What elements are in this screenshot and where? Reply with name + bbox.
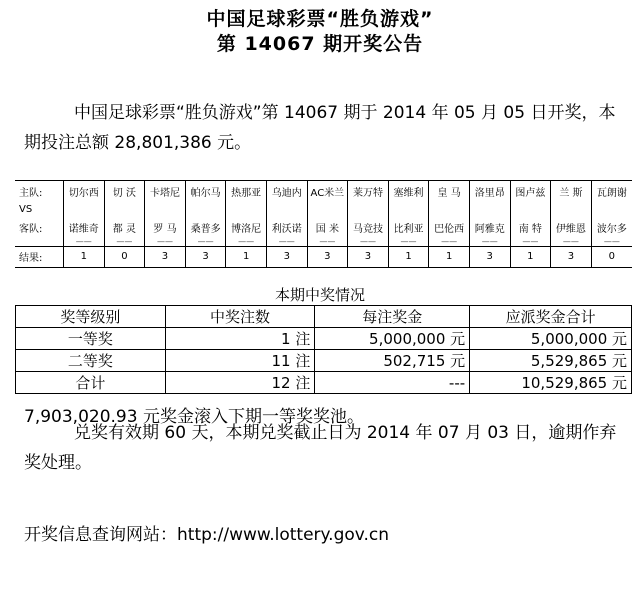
match-result: 3 <box>307 246 348 267</box>
cell-level: 二等奖 <box>16 350 166 372</box>
dash-line: —— <box>551 238 592 247</box>
match-result: 1 <box>429 246 470 267</box>
match-result: 3 <box>348 246 389 267</box>
away-label: 客队: <box>19 224 43 236</box>
home-team: 洛里昂 <box>469 181 510 201</box>
away-team: 利沃诺 <box>266 217 307 237</box>
vs-marker <box>429 201 470 217</box>
issue-title: 第 14067 期开奖公告 <box>216 33 424 55</box>
match-result: 1 <box>388 246 429 267</box>
cell-level: 一等奖 <box>16 328 166 350</box>
header-per-bet: 每注奖金 <box>315 306 470 328</box>
vs-marker <box>185 201 226 217</box>
away-team: 阿雅克 <box>469 217 510 237</box>
match-result: 1 <box>510 246 551 267</box>
dash-line: —— <box>429 238 470 247</box>
vs-marker <box>307 201 348 217</box>
dash-line: —— <box>185 238 226 247</box>
dash-line: —— <box>591 238 632 247</box>
prize-table <box>15 305 632 394</box>
away-team: 博洛尼 <box>226 217 267 237</box>
home-team: 卡塔尼 <box>145 181 186 201</box>
dash-line: —— <box>64 238 105 247</box>
home-team: 热那亚 <box>226 181 267 201</box>
intro-paragraph: 中国足球彩票“胜负游戏”第 14067 期于 2014 年 05 月 05 日开奖，本期投注总额 28,801,386 元。 <box>24 103 616 153</box>
dash-line: —— <box>104 238 145 247</box>
cell-count: 12 注 <box>165 372 315 394</box>
vs-marker <box>591 201 632 217</box>
prize-header-row <box>16 306 632 328</box>
cell-level: 合计 <box>16 372 166 394</box>
home-team: 切尔西 <box>64 181 105 201</box>
home-team: 皇 马 <box>429 181 470 201</box>
dash-line: —— <box>145 238 186 247</box>
vs-marker <box>551 201 592 217</box>
cell-per-bet: --- <box>315 372 470 394</box>
match-result: 3 <box>266 246 307 267</box>
home-team: 莱万特 <box>348 181 389 201</box>
announcement-title: 中国足球彩票“胜负游戏” <box>206 8 434 30</box>
vs-marker <box>145 201 186 217</box>
cell-per-bet: 502,715 元 <box>315 350 470 372</box>
website-info: 开奖信息查询网站：http://www.lottery.gov.cn <box>24 525 390 545</box>
away-team: 马竞技 <box>348 217 389 237</box>
dash-line: —— <box>266 238 307 247</box>
cell-per-bet: 5,000,000 元 <box>315 328 470 350</box>
cell-total: 5,000,000 元 <box>470 328 632 350</box>
match-result: 3 <box>469 246 510 267</box>
match-result: 3 <box>185 246 226 267</box>
home-team: 切 沃 <box>104 181 145 201</box>
home-team: 瓦朗谢 <box>591 181 632 201</box>
match-result: 0 <box>104 246 145 267</box>
validity-note: 兑奖有效期 60 天，本期兑奖截止日为 2014 年 07 月 03 日，逾期作弃奖处理。 <box>24 423 617 473</box>
match-table <box>15 180 632 268</box>
away-team: 波尔多 <box>591 217 632 237</box>
home-team: 塞维利 <box>388 181 429 201</box>
dash-line: —— <box>388 238 429 247</box>
cell-total: 5,529,865 元 <box>470 350 632 372</box>
away-team: 比利亚 <box>388 217 429 237</box>
match-result: 3 <box>551 246 592 267</box>
away-team: 都 灵 <box>104 217 145 237</box>
vs-marker <box>348 201 389 217</box>
vs-marker <box>64 201 105 217</box>
away-team: 伊维恩 <box>551 217 592 237</box>
away-team: 国 米 <box>307 217 348 237</box>
away-team: 巴伦西 <box>429 217 470 237</box>
away-team: 诺维奇 <box>64 217 105 237</box>
cell-count: 11 注 <box>165 350 315 372</box>
vs-label: VS <box>19 203 33 215</box>
match-result: 0 <box>591 246 632 267</box>
away-team: 南 特 <box>510 217 551 237</box>
vs-marker <box>510 201 551 217</box>
rollover-note: 7,903,020.93 元奖金滚入下期一等奖奖池。 <box>24 407 364 427</box>
vs-marker <box>469 201 510 217</box>
prize-row-first <box>16 328 632 350</box>
header-total: 应派奖金合计 <box>470 306 632 328</box>
home-team: AC米兰 <box>307 181 348 201</box>
away-team: 桑普多 <box>185 217 226 237</box>
dash-line: —— <box>307 238 348 247</box>
vs-marker <box>266 201 307 217</box>
home-team: 乌迪内 <box>266 181 307 201</box>
vs-marker <box>388 201 429 217</box>
result-label: 结果: <box>15 246 64 267</box>
prize-row-second <box>16 350 632 372</box>
match-result: 1 <box>64 246 105 267</box>
dash-line: —— <box>226 238 267 247</box>
cell-count: 1 注 <box>165 328 315 350</box>
vs-marker <box>226 201 267 217</box>
vs-marker <box>104 201 145 217</box>
dash-line: —— <box>469 238 510 247</box>
prize-section-title: 本期中奖情况 <box>274 286 365 304</box>
prize-row-total <box>16 372 632 394</box>
home-team: 帕尔马 <box>185 181 226 201</box>
home-team: 兰 斯 <box>551 181 592 201</box>
cell-total: 10,529,865 元 <box>470 372 632 394</box>
away-team: 罗 马 <box>145 217 186 237</box>
dash-line: —— <box>348 238 389 247</box>
home-label: 主队: <box>19 187 43 199</box>
dash-line: —— <box>510 238 551 247</box>
home-team: 图卢兹 <box>510 181 551 201</box>
header-level: 奖等级别 <box>16 306 166 328</box>
match-result: 3 <box>145 246 186 267</box>
match-result: 1 <box>226 246 267 267</box>
header-count: 中奖注数 <box>165 306 315 328</box>
